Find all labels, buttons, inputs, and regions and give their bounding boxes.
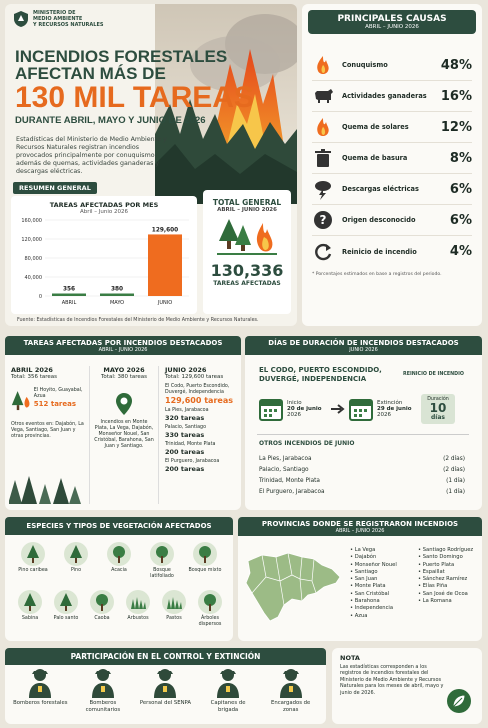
tree-fire-icon (217, 217, 277, 257)
june-item (165, 425, 239, 439)
province-item (350, 569, 408, 576)
duration-unit: días (431, 414, 445, 421)
bullet: • (350, 583, 355, 590)
bullet: • (350, 547, 355, 553)
firefighter-icon (263, 666, 319, 698)
end-date: 29 de junio (377, 406, 412, 412)
june-value: 330 tareas (165, 431, 205, 439)
bullet: • (418, 590, 423, 597)
species-item (186, 541, 224, 574)
firefighter-icon (12, 666, 68, 698)
bullet: • (350, 554, 355, 561)
june-place: Trinidad, Monte Plata (165, 442, 216, 447)
province-item (418, 562, 480, 569)
start-date: 20 de junio (287, 406, 322, 412)
species-label: Bosque latifoliado (150, 568, 174, 579)
dominican-republic-map (244, 547, 344, 625)
other-fire-row (259, 465, 465, 476)
species-item (100, 541, 138, 574)
june-item (165, 442, 239, 456)
june-heading: JUNIO 2026 (165, 366, 207, 374)
province-name: Santiago (354, 568, 378, 575)
species-icon (57, 541, 95, 567)
fire-icon (312, 116, 336, 138)
other-fire-duration: (2 días) (443, 456, 465, 462)
bullet: • (418, 568, 423, 575)
bar-value-label: 380 (110, 286, 124, 293)
bullet: • (350, 590, 355, 597)
april-total: Total: 356 tareas (11, 374, 57, 380)
calendar-icon (259, 397, 283, 421)
april-others: Otros eventos en: Dajabón, La Vega, Santiago, San Juan y otras provincias. (11, 422, 84, 439)
bullet: • (418, 554, 423, 561)
other-fires-title: OTROS INCENDIOS DE JUNIO (259, 440, 355, 447)
province-item (418, 554, 480, 561)
leaf-icon (446, 688, 472, 714)
species-icon (47, 589, 85, 615)
cause-label: Conuquismo (342, 61, 388, 69)
province-name: Dajabón (354, 554, 377, 561)
april-heading: ABRIL 2026 (11, 366, 53, 374)
june-value: 129,600 tareas (165, 396, 233, 405)
province-name: Santiago Rodríguez (422, 547, 474, 553)
participant-item (263, 666, 319, 713)
may-heading: MAYO 2026 (103, 366, 145, 374)
duration-subtitle: JUNIO 2026 (349, 347, 378, 353)
other-fire-duration: (1 día) (446, 478, 465, 484)
species-icon (14, 541, 52, 567)
participant-label: Personal del SENPA (139, 700, 192, 706)
april-place: El Hoyito, Guayabal, Azua (33, 388, 83, 399)
highlights-subtitle: ABRIL – JUNIO 2026 (98, 347, 148, 353)
y-tick-label: 120,000 (21, 237, 42, 243)
question-icon (312, 209, 336, 231)
bar-value-label: 129,600 (151, 227, 179, 234)
cause-percent: 8% (449, 150, 472, 166)
province-name: San José de Ocoa (422, 590, 468, 597)
reinicio-label: REINICIO DE INCENDIO (403, 372, 464, 377)
highlights-card (5, 336, 241, 510)
duration-timeline (259, 394, 455, 424)
y-tick-label: 80,000 (24, 256, 42, 262)
province-item (350, 598, 408, 605)
total-title: TOTAL GENERAL (212, 198, 282, 207)
start-label: Inicio (287, 400, 302, 406)
bullet: • (418, 598, 423, 605)
bar-abril (52, 294, 86, 297)
duration-value: 10 (429, 401, 447, 415)
june-item (165, 384, 239, 405)
cause-row (312, 143, 472, 174)
cause-row (312, 236, 472, 267)
species-item (83, 589, 121, 622)
other-fire-place: Trinidad, Monte Plata (259, 478, 320, 484)
province-name: Monte Plata (354, 583, 386, 590)
total-box (203, 190, 291, 314)
calendar-icon (349, 397, 373, 421)
province-name: Sánchez Ramírez (422, 576, 468, 583)
title-line2: AFECTAN MÁS DE (15, 64, 166, 83)
total-subtitle: ABRIL – JUNIO 2026 (217, 207, 277, 213)
cause-percent: 6% (449, 212, 472, 228)
firefighter-icon (200, 666, 256, 698)
species-item (155, 589, 193, 622)
causes-title: PRINCIPALES CAUSAS (337, 14, 447, 24)
june-place: El Codo, Puerto Escondido, Duvergé, Independencia (165, 384, 230, 395)
provinces-title: PROVINCIAS DONDE SE REGISTRARON INCENDIOS (261, 520, 459, 528)
species-label: Pino caribea (18, 568, 48, 573)
x-tick-label: MAYO (109, 300, 125, 306)
y-tick-label: 160,000 (21, 218, 42, 224)
source-note: Fuente: Estadísticas de Incendios Forestales del Ministerio de Medio Ambiente y Recursos Naturales. (17, 318, 259, 323)
bullet: • (350, 605, 355, 612)
province-item (350, 562, 408, 569)
cause-percent: 16% (440, 88, 472, 104)
ministry-line2: MEDIO AMBIENTE (33, 16, 83, 22)
bullet: • (350, 576, 355, 583)
province-item (418, 583, 480, 590)
cause-label: Origen desconocido (342, 216, 416, 224)
cause-label: Actividades ganaderas (342, 92, 427, 100)
title-line4: DURANTE ABRIL, MAYO Y JUNIO DE 2026 (15, 115, 206, 126)
province-item (350, 576, 408, 583)
burning-tree-icon (11, 388, 31, 414)
intro-text: Estadísticas del Ministerio de Medio Ambiente y Recursos Naturales registran incendios provocados principalmente por conuquismo, además de quemas, actividades ganaderas y descargas eléctricas. (16, 136, 167, 175)
bullet: • (350, 561, 355, 568)
species-label: Acacia (111, 568, 127, 573)
province-item (418, 598, 480, 605)
bar-chart (11, 214, 197, 314)
april-column (11, 366, 85, 440)
province-name: Monseñor Nouel (354, 561, 397, 568)
province-item (350, 613, 408, 620)
cause-percent: 12% (440, 119, 472, 135)
bullet: • (350, 612, 355, 619)
species-item (14, 541, 52, 574)
province-name: Espaillat (422, 568, 445, 575)
species-icon (143, 541, 181, 567)
species-card (5, 517, 233, 641)
header-card (5, 4, 297, 326)
causes-subtitle: ABRIL – JUNIO 2026 (365, 24, 419, 30)
note-title: NOTA (340, 654, 360, 662)
species-icon (155, 589, 193, 615)
provinces-card (238, 517, 482, 641)
ministry-line1: MINISTERIO DE (33, 10, 76, 16)
note-card (332, 648, 482, 724)
y-tick-label: 40,000 (24, 275, 42, 281)
cause-row (312, 50, 472, 81)
svg-text:?: ? (319, 213, 327, 227)
bullet: • (350, 568, 355, 575)
province-name: Barahona (354, 598, 380, 605)
june-place: El Purguero, Jarabacoa (165, 459, 220, 464)
species-label: Pastos (166, 616, 182, 621)
species-icon (83, 589, 121, 615)
fire-icon (312, 54, 336, 76)
cause-label: Reinicio de incendio (342, 247, 417, 256)
end-year: 2026 (377, 412, 391, 418)
cause-row (312, 112, 472, 143)
trash-icon (312, 147, 336, 169)
bar-junio (148, 234, 182, 296)
species-label: Bosque mixto (188, 568, 222, 573)
species-icon (191, 589, 229, 615)
participant-item (200, 666, 256, 713)
x-tick-label: JUNIO (157, 300, 173, 306)
participant-label: Capitanes de brigada (210, 700, 246, 713)
duration-place: EL CODO, PUERTO ESCONDIDO, DUVERGÉ, INDEPENDENCIA (259, 366, 382, 383)
firefighter-icon (75, 666, 131, 698)
june-item (165, 459, 239, 473)
other-fire-row (259, 476, 465, 487)
participant-item (12, 666, 68, 713)
province-item (350, 554, 408, 561)
participant-item (75, 666, 131, 713)
total-value: 130,336 (210, 261, 284, 280)
lightning-icon (312, 178, 336, 200)
june-value: 200 tareas (165, 465, 205, 473)
species-icon (100, 541, 138, 567)
cause-percent: 4% (449, 244, 472, 259)
refresh-icon (312, 241, 336, 263)
duration-badge (421, 394, 455, 424)
province-name: Azua (354, 612, 368, 619)
species-icon (119, 589, 157, 615)
june-item (165, 408, 239, 422)
species-icon (11, 589, 49, 615)
species-item (143, 541, 181, 579)
duration-title: DÍAS DE DURACIÓN DE INCENDIOS DESTACADOS (268, 339, 459, 347)
province-name: La Romana (422, 598, 452, 605)
x-tick-label: ABRIL (61, 300, 77, 306)
other-fire-row (259, 487, 465, 498)
other-fire-place: El Purguero, Jarabacoa (259, 489, 325, 495)
note-text: Las estadísticas corresponden a los registros de incendios forestales del Ministerio de Medio Ambiente y Recursos Naturales para los meses de abril, mayo y junio de 2026. (340, 664, 444, 696)
june-value: 200 tareas (165, 448, 205, 456)
june-column (165, 366, 239, 476)
cow-icon (312, 85, 336, 107)
highlights-title: TAREAS AFECTADAS POR INCENDIOS DESTACADOS (23, 339, 223, 347)
species-label: Arbustos (127, 616, 149, 621)
causes-card (302, 4, 482, 326)
province-name: San Juan (354, 576, 378, 583)
may-column (89, 366, 159, 504)
species-item (47, 589, 85, 622)
province-item (418, 547, 480, 554)
duration-card (245, 336, 482, 510)
province-item (350, 605, 408, 612)
june-total: Total: 129,600 tareas (165, 374, 224, 380)
shield-icon (13, 10, 29, 28)
province-name: Puerto Plata (422, 561, 455, 568)
firefighter-icon (137, 666, 193, 698)
province-name: Elías Piña (422, 583, 448, 590)
cause-row (312, 81, 472, 112)
species-label: Caoba (94, 616, 110, 621)
start-year: 2026 (287, 412, 301, 418)
title-line1: INCENDIOS FORESTALES (15, 47, 228, 66)
cause-label: Quema de solares (342, 123, 409, 131)
participation-card (5, 648, 326, 724)
cause-label: Quema de basura (342, 154, 408, 162)
pine-forest-illustration (9, 474, 83, 508)
province-item (418, 591, 480, 598)
province-name: San Cristóbal (354, 590, 390, 597)
species-item (119, 589, 157, 622)
other-fire-place: La Pies, Jarabacoa (259, 456, 312, 462)
cause-percent: 6% (449, 181, 472, 197)
participation-title: PARTICIPACIÓN EN EL CONTROL Y EXTINCIÓN (5, 648, 326, 665)
chart-title: TAREAS AFECTADAS POR MES (49, 201, 159, 209)
other-fire-row (259, 454, 465, 465)
title-line3: 130 MIL TAREAS (15, 81, 254, 114)
total-label: TAREAS AFECTADAS (213, 280, 281, 287)
species-item (191, 589, 229, 627)
end-label: Extinción (377, 400, 403, 406)
bullet: • (350, 598, 355, 605)
bullet: • (418, 561, 423, 568)
june-value: 320 tareas (165, 414, 205, 422)
may-places: Incendios en Monte Plata, La Vega, Dajabón, Monseñor Nouel, San Cristóbal, Barahona, San Juan y Santiago. (94, 420, 154, 449)
species-label: Palo santo (53, 616, 79, 621)
province-name: Santo Domingo (422, 554, 463, 561)
species-item (11, 589, 49, 622)
bar-value-label: 356 (62, 286, 76, 293)
april-value: 512 tareas (33, 400, 77, 408)
participant-label: Bomberos forestales (13, 700, 68, 706)
ministry-line3: Y RECURSOS NATURALES (33, 22, 104, 28)
participant-label: Bomberos comunitarios (85, 700, 121, 713)
cause-label: Descargas eléctricas (342, 185, 419, 193)
june-place: Palacio, Santiago (165, 425, 207, 430)
province-item (350, 591, 408, 598)
provinces-subtitle: ABRIL – JUNIO 2026 (335, 528, 385, 534)
species-label: Pino (70, 568, 82, 573)
cause-row (312, 174, 472, 205)
species-icon (186, 541, 224, 567)
province-item (350, 583, 408, 590)
bar-mayo (100, 294, 134, 297)
duration-label: Duración (427, 397, 449, 402)
ministry-logo (13, 10, 103, 28)
species-label: Árboles dispersos (198, 616, 222, 627)
participant-label: Encargados de zonas (271, 700, 311, 713)
province-name: La Vega (354, 547, 376, 553)
arrow-right-icon (331, 404, 345, 414)
species-item (57, 541, 95, 574)
summary-tab: RESUMEN GENERAL (13, 182, 97, 194)
bullet: • (418, 576, 423, 583)
june-place: La Pies, Jarabacoa (165, 408, 209, 413)
cause-percent: 48% (440, 57, 472, 73)
other-fire-place: Palacio, Santiago (259, 467, 309, 473)
location-pin-icon (115, 392, 133, 416)
cause-row (312, 205, 472, 236)
other-fire-duration: (1 día) (446, 489, 465, 495)
may-total: Total: 380 tareas (101, 374, 147, 380)
chart-box (11, 196, 197, 314)
y-tick-label: 0 (38, 294, 42, 300)
bullet: • (418, 583, 423, 590)
causes-note: * Porcentajes estimados en base a registros del periodo. (312, 272, 442, 277)
bullet: • (418, 547, 423, 553)
participant-item (137, 666, 193, 713)
province-name: Independencia (354, 605, 394, 612)
other-fire-duration: (2 días) (443, 467, 465, 473)
species-title: ESPECIES Y TIPOS DE VEGETACIÓN AFECTADOS (5, 517, 233, 535)
species-label: Sabina (21, 616, 39, 621)
chart-subtitle: Abril – Junio 2026 (79, 209, 129, 215)
